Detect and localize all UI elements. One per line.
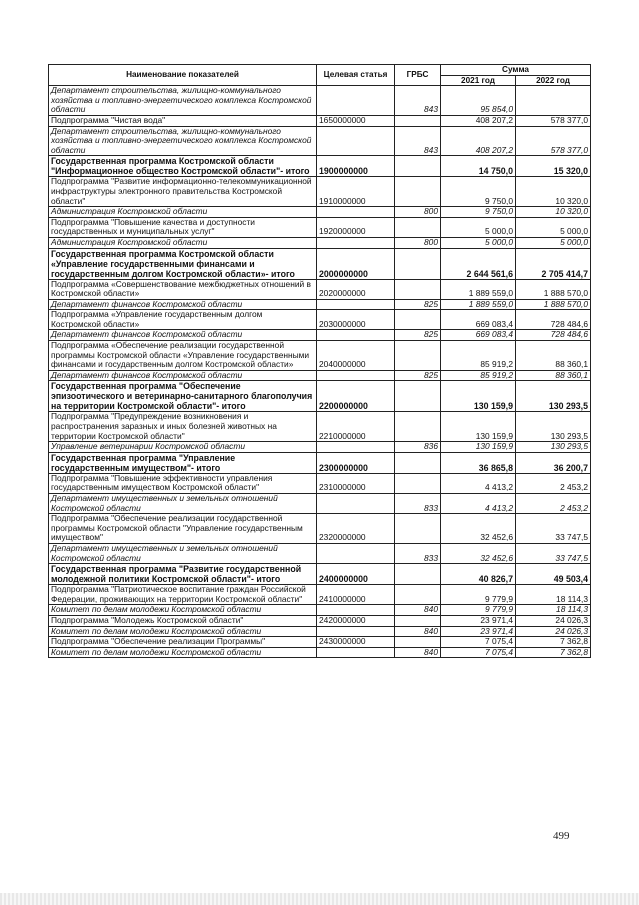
cell-sum-2022: 5 000,0 bbox=[516, 217, 591, 237]
cell-sum-2021: 85 919,2 bbox=[441, 341, 516, 371]
cell-grbs bbox=[395, 177, 441, 207]
cell-sum-2022: 24 026,3 bbox=[516, 626, 591, 637]
cell-sum-2021: 23 971,4 bbox=[441, 615, 516, 626]
cell-name: Подпрограмма "Чистая вода" bbox=[49, 115, 317, 126]
cell-name: Администрация Костромской области bbox=[49, 207, 317, 218]
cell-grbs: 833 bbox=[395, 494, 441, 514]
cell-sum-2021: 2 644 561,6 bbox=[441, 248, 516, 279]
cell-sum-2021: 40 826,7 bbox=[441, 564, 516, 585]
cell-target-article: 1920000000 bbox=[317, 217, 395, 237]
cell-sum-2022: 88 360,1 bbox=[516, 370, 591, 381]
cell-grbs bbox=[395, 115, 441, 126]
cell-grbs: 843 bbox=[395, 86, 441, 116]
cell-sum-2021: 14 750,0 bbox=[441, 156, 516, 177]
cell-sum-2022: 130 293,5 bbox=[516, 412, 591, 442]
cell-grbs bbox=[395, 341, 441, 371]
cell-grbs: 840 bbox=[395, 626, 441, 637]
cell-target-article: 2400000000 bbox=[317, 564, 395, 585]
cell-sum-2022: 33 747,5 bbox=[516, 543, 591, 563]
cell-target-article bbox=[317, 237, 395, 248]
cell-target-article bbox=[317, 543, 395, 563]
cell-target-article: 2200000000 bbox=[317, 381, 395, 412]
cell-name: Подпрограмма «Обеспечение реализации государственной программы Костромской области «Управление государственными финансами и государственным долгом Костромской области» bbox=[49, 341, 317, 371]
table-row bbox=[49, 494, 591, 514]
cell-target-article: 2430000000 bbox=[317, 637, 395, 648]
cell-grbs: 825 bbox=[395, 330, 441, 341]
cell-sum-2021: 9 779,9 bbox=[441, 585, 516, 605]
cell-sum-2022: 1 888 570,0 bbox=[516, 279, 591, 299]
cell-grbs bbox=[395, 514, 441, 544]
cell-target-article: 1900000000 bbox=[317, 156, 395, 177]
table-row bbox=[49, 279, 591, 299]
cell-sum-2022: 1 888 570,0 bbox=[516, 299, 591, 310]
cell-sum-2022: 578 377,0 bbox=[516, 115, 591, 126]
cell-sum-2022: 2 453,2 bbox=[516, 473, 591, 493]
cell-name: Подпрограмма «Совершенствование межбюджетных отношений в Костромской области» bbox=[49, 279, 317, 299]
cell-name: Комитет по делам молодежи Костромской области bbox=[49, 605, 317, 616]
cell-sum-2022: 33 747,5 bbox=[516, 514, 591, 544]
table-row bbox=[49, 473, 591, 493]
cell-target-article bbox=[317, 126, 395, 156]
budget-table-container bbox=[48, 64, 590, 658]
cell-grbs: 840 bbox=[395, 647, 441, 658]
cell-name: Подпрограмма "Повышение качества и доступности государственных и муниципальных услуг" bbox=[49, 217, 317, 237]
cell-sum-2022: 18 114,3 bbox=[516, 605, 591, 616]
cell-grbs: 800 bbox=[395, 237, 441, 248]
cell-name: Комитет по делам молодежи Костромской области bbox=[49, 647, 317, 658]
cell-grbs: 833 bbox=[395, 543, 441, 563]
cell-target-article: 1650000000 bbox=[317, 115, 395, 126]
cell-target-article bbox=[317, 605, 395, 616]
cell-sum-2021: 1 889 559,0 bbox=[441, 299, 516, 310]
table-row bbox=[49, 452, 591, 473]
cell-target-article: 2030000000 bbox=[317, 310, 395, 330]
cell-sum-2022: 5 000,0 bbox=[516, 237, 591, 248]
cell-sum-2021: 130 159,9 bbox=[441, 442, 516, 453]
table-body bbox=[49, 86, 591, 658]
table-row bbox=[49, 177, 591, 207]
cell-grbs bbox=[395, 452, 441, 473]
header-grbs: ГРБС bbox=[395, 65, 441, 86]
table-row bbox=[49, 370, 591, 381]
table-row bbox=[49, 299, 591, 310]
cell-sum-2022: 15 320,0 bbox=[516, 156, 591, 177]
table-row bbox=[49, 115, 591, 126]
cell-target-article: 1910000000 bbox=[317, 177, 395, 207]
cell-sum-2021: 408 207,2 bbox=[441, 115, 516, 126]
cell-grbs bbox=[395, 248, 441, 279]
page-number: 499 bbox=[553, 830, 570, 842]
table-row bbox=[49, 237, 591, 248]
cell-name: Департамент имущественных и земельных отношений Костромской области bbox=[49, 543, 317, 563]
cell-target-article bbox=[317, 207, 395, 218]
cell-grbs bbox=[395, 615, 441, 626]
cell-grbs bbox=[395, 381, 441, 412]
cell-name: Подпрограмма «Управление государственным долгом Костромской области» bbox=[49, 310, 317, 330]
cell-target-article: 2000000000 bbox=[317, 248, 395, 279]
cell-grbs bbox=[395, 310, 441, 330]
header-sum: Сумма bbox=[441, 65, 591, 76]
cell-target-article bbox=[317, 330, 395, 341]
header-name: Наименование показателей bbox=[49, 65, 317, 86]
cell-target-article bbox=[317, 647, 395, 658]
cell-sum-2022: 7 362,8 bbox=[516, 647, 591, 658]
table-row bbox=[49, 381, 591, 412]
cell-grbs bbox=[395, 217, 441, 237]
cell-sum-2021: 669 083,4 bbox=[441, 330, 516, 341]
cell-grbs bbox=[395, 279, 441, 299]
cell-sum-2021: 4 413,2 bbox=[441, 473, 516, 493]
cell-target-article bbox=[317, 626, 395, 637]
cell-grbs: 840 bbox=[395, 605, 441, 616]
cell-sum-2021: 5 000,0 bbox=[441, 237, 516, 248]
cell-target-article bbox=[317, 299, 395, 310]
cell-target-article: 2420000000 bbox=[317, 615, 395, 626]
cell-sum-2022: 2 453,2 bbox=[516, 494, 591, 514]
cell-name: Государственная программа Костромской области «Управление государственными финансами и государственным долгом Костромской области»- итого bbox=[49, 248, 317, 279]
table-row bbox=[49, 637, 591, 648]
table-row bbox=[49, 585, 591, 605]
table-row bbox=[49, 543, 591, 563]
cell-sum-2022: 10 320,0 bbox=[516, 207, 591, 218]
cell-name: Подпрограмма "Предупреждение возникновения и распространения заразных и иных болезней животных на территории Костромской области" bbox=[49, 412, 317, 442]
table-row bbox=[49, 217, 591, 237]
cell-grbs bbox=[395, 637, 441, 648]
cell-sum-2021: 95 854,0 bbox=[441, 86, 516, 116]
cell-name: Департамент строительства, жилищно-коммунального хозяйства и топливно-энергетического комплекса Костромской области bbox=[49, 86, 317, 116]
cell-sum-2021: 9 750,0 bbox=[441, 177, 516, 207]
cell-name: Департамент финансов Костромской области bbox=[49, 330, 317, 341]
cell-sum-2021: 85 919,2 bbox=[441, 370, 516, 381]
cell-sum-2021: 23 971,4 bbox=[441, 626, 516, 637]
cell-name: Департамент имущественных и земельных отношений Костромской области bbox=[49, 494, 317, 514]
cell-sum-2022: 24 026,3 bbox=[516, 615, 591, 626]
cell-grbs: 800 bbox=[395, 207, 441, 218]
table-row bbox=[49, 341, 591, 371]
header-year-2022: 2022 год bbox=[516, 75, 591, 86]
cell-grbs: 836 bbox=[395, 442, 441, 453]
cell-target-article: 2040000000 bbox=[317, 341, 395, 371]
table-row bbox=[49, 442, 591, 453]
cell-name: Подпрограмма "Патриотическое воспитание граждан Российской Федерации, проживающих на территории Костромской области" bbox=[49, 585, 317, 605]
cell-sum-2021: 1 889 559,0 bbox=[441, 279, 516, 299]
table-row bbox=[49, 248, 591, 279]
cell-sum-2022: 728 484,6 bbox=[516, 330, 591, 341]
cell-name: Государственная программа "Управление государственным имуществом"- итого bbox=[49, 452, 317, 473]
cell-sum-2022: 728 484,6 bbox=[516, 310, 591, 330]
table-row bbox=[49, 207, 591, 218]
cell-target-article: 2410000000 bbox=[317, 585, 395, 605]
cell-name: Департамент финансов Костромской области bbox=[49, 370, 317, 381]
cell-target-article bbox=[317, 370, 395, 381]
cell-target-article bbox=[317, 494, 395, 514]
cell-target-article: 2300000000 bbox=[317, 452, 395, 473]
cell-name: Подпрограмма "Развитие информационно-телекоммуникационной инфраструктуры электронного правительства Костромской области" bbox=[49, 177, 317, 207]
cell-target-article bbox=[317, 86, 395, 116]
cell-name: Подпрограмма "Обеспечение реализации государственной программы Костромской области "Управление государственным имуществом" bbox=[49, 514, 317, 544]
table-row bbox=[49, 310, 591, 330]
cell-sum-2022: 2 705 414,7 bbox=[516, 248, 591, 279]
cell-sum-2022: 88 360,1 bbox=[516, 341, 591, 371]
cell-sum-2021: 7 075,4 bbox=[441, 647, 516, 658]
cell-name: Подпрограмма "Молодежь Костромской области" bbox=[49, 615, 317, 626]
cell-target-article bbox=[317, 442, 395, 453]
cell-sum-2021: 130 159,9 bbox=[441, 412, 516, 442]
table-row bbox=[49, 330, 591, 341]
table-row bbox=[49, 564, 591, 585]
cell-name: Подпрограмма "Повышение эффективности управления государственным имуществом Костромской области" bbox=[49, 473, 317, 493]
cell-name: Государственная программа Костромской области "Информационное общество Костромской области"- итого bbox=[49, 156, 317, 177]
cell-sum-2021: 4 413,2 bbox=[441, 494, 516, 514]
cell-sum-2022: 36 200,7 bbox=[516, 452, 591, 473]
cell-name: Управление ветеринарии Костромской области bbox=[49, 442, 317, 453]
table-row bbox=[49, 412, 591, 442]
cell-sum-2021: 408 207,2 bbox=[441, 126, 516, 156]
cell-name: Подпрограмма "Обеспечение реализации Программы" bbox=[49, 637, 317, 648]
cell-name: Департамент финансов Костромской области bbox=[49, 299, 317, 310]
table-row bbox=[49, 514, 591, 544]
cell-grbs bbox=[395, 585, 441, 605]
table-row bbox=[49, 156, 591, 177]
table-row bbox=[49, 605, 591, 616]
cell-sum-2021: 5 000,0 bbox=[441, 217, 516, 237]
cell-sum-2022: 10 320,0 bbox=[516, 177, 591, 207]
table-row bbox=[49, 626, 591, 637]
cell-sum-2022: 130 293,5 bbox=[516, 442, 591, 453]
cell-grbs: 825 bbox=[395, 370, 441, 381]
cell-grbs bbox=[395, 156, 441, 177]
cell-sum-2021: 7 075,4 bbox=[441, 637, 516, 648]
cell-name: Администрация Костромской области bbox=[49, 237, 317, 248]
scan-edge bbox=[0, 893, 639, 905]
cell-sum-2022: 130 293,5 bbox=[516, 381, 591, 412]
cell-target-article: 2210000000 bbox=[317, 412, 395, 442]
cell-grbs bbox=[395, 564, 441, 585]
cell-sum-2021: 669 083,4 bbox=[441, 310, 516, 330]
cell-sum-2021: 32 452,6 bbox=[441, 514, 516, 544]
cell-sum-2021: 36 865,8 bbox=[441, 452, 516, 473]
cell-sum-2021: 130 159,9 bbox=[441, 381, 516, 412]
cell-grbs: 825 bbox=[395, 299, 441, 310]
table-row bbox=[49, 647, 591, 658]
table-row bbox=[49, 86, 591, 116]
budget-table bbox=[48, 64, 591, 658]
cell-name: Государственная программа "Развитие государственной молодежной политики Костромской области"- итого bbox=[49, 564, 317, 585]
cell-name: Департамент строительства, жилищно-коммунального хозяйства и топливно-энергетического комплекса Костромской области bbox=[49, 126, 317, 156]
cell-sum-2021: 32 452,6 bbox=[441, 543, 516, 563]
cell-sum-2022: 7 362,8 bbox=[516, 637, 591, 648]
cell-name: Комитет по делам молодежи Костромской области bbox=[49, 626, 317, 637]
header-code: Целевая статья bbox=[317, 65, 395, 86]
table-row bbox=[49, 615, 591, 626]
cell-target-article: 2310000000 bbox=[317, 473, 395, 493]
cell-grbs: 843 bbox=[395, 126, 441, 156]
cell-sum-2022: 18 114,3 bbox=[516, 585, 591, 605]
cell-sum-2022: 49 503,4 bbox=[516, 564, 591, 585]
header-year-2021: 2021 год bbox=[441, 75, 516, 86]
cell-name: Государственная программа "Обеспечение эпизоотического и ветеринарно-санитарного благополучия на территории Костромской области"- итого bbox=[49, 381, 317, 412]
cell-target-article: 2020000000 bbox=[317, 279, 395, 299]
cell-grbs bbox=[395, 412, 441, 442]
cell-grbs bbox=[395, 473, 441, 493]
cell-target-article: 2320000000 bbox=[317, 514, 395, 544]
table-header bbox=[49, 65, 591, 86]
cell-sum-2022: 578 377,0 bbox=[516, 126, 591, 156]
table-row bbox=[49, 126, 591, 156]
cell-sum-2021: 9 779,9 bbox=[441, 605, 516, 616]
cell-sum-2022 bbox=[516, 86, 591, 116]
cell-sum-2021: 9 750,0 bbox=[441, 207, 516, 218]
